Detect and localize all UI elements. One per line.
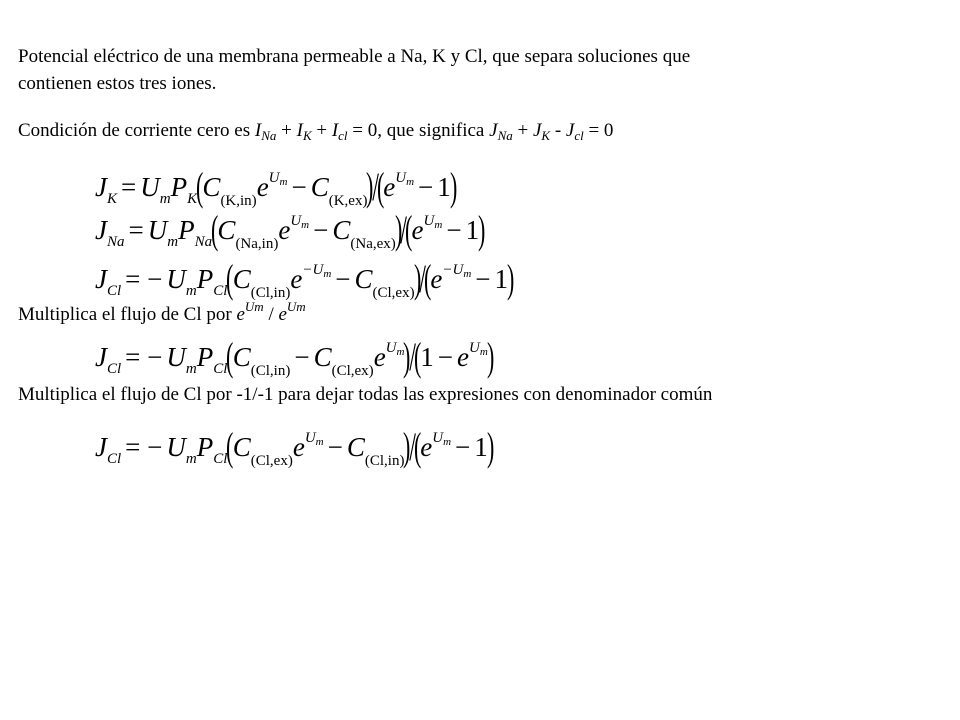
minus-1: -	[550, 120, 566, 141]
eq-sub: Na	[194, 234, 213, 250]
eq-c: C	[202, 172, 221, 202]
eq-c: C	[217, 215, 236, 245]
eq-minus: −	[437, 342, 453, 372]
exp-u: U	[385, 340, 397, 356]
open-paren: (	[226, 424, 234, 469]
eq-sub: Na	[106, 234, 125, 250]
intro-line-2: contienen estos tres iones.	[18, 73, 217, 94]
eq-c: C	[310, 172, 329, 202]
eq-sub-m: m	[167, 234, 179, 250]
equation-flux-cl-multiplied	[95, 328, 495, 379]
eq-sub: Cl	[106, 451, 122, 467]
eq-sub-m: m	[185, 283, 197, 299]
exp-m: m	[479, 346, 488, 358]
eq-one: 1	[494, 264, 509, 294]
eq-exponent	[424, 213, 443, 229]
current-cl-subscript: cl	[338, 128, 348, 143]
eq-p: P	[196, 342, 214, 372]
exp-m: m	[463, 268, 472, 280]
exp-m: m	[406, 176, 415, 188]
eq-u: U	[166, 264, 186, 294]
exp-u: U	[268, 170, 280, 186]
exp-u: U	[395, 170, 407, 186]
condition-end: = 0	[583, 120, 614, 141]
eq-j: J	[95, 264, 107, 294]
current-k-symbol: I	[296, 120, 303, 141]
eq-minus: −	[291, 172, 307, 202]
eq-sub: Cl	[106, 361, 122, 377]
exp-m: m	[279, 176, 288, 188]
eq-sub-ex: (Cl,ex)	[372, 285, 415, 301]
eq-exponent	[302, 262, 331, 278]
eq-u: U	[166, 342, 186, 372]
open-paren: (	[413, 424, 422, 469]
current-na-subscript: Na	[261, 128, 277, 143]
eq-exponent	[469, 340, 488, 356]
division-slash: /	[409, 424, 416, 469]
eq-e: e	[430, 264, 443, 294]
close-paren: )	[449, 164, 458, 209]
eq-sub-in: (K,in)	[220, 193, 257, 209]
step-1-slash: /	[263, 304, 279, 325]
open-paren: (	[405, 207, 413, 252]
eq-p: P	[170, 172, 188, 202]
plus-1: +	[276, 120, 297, 141]
open-paren: (	[424, 256, 432, 301]
exp-m: m	[396, 346, 405, 358]
close-paren: )	[507, 256, 515, 301]
step-2-text: Multiplica el flujo de Cl por -1/-1 para dejar todas las expresiones con denominador común	[18, 384, 713, 405]
close-paren: )	[394, 207, 403, 252]
eq-sub: K	[187, 191, 198, 207]
eq-sub: Cl	[213, 283, 228, 299]
open-paren: (	[413, 334, 422, 379]
eq-equals: =	[121, 172, 137, 202]
eq-j: J	[95, 342, 107, 372]
open-paren: (	[226, 334, 234, 379]
eq-minus: −	[455, 432, 471, 462]
zero-current-condition	[18, 117, 613, 149]
eq-sub-in: (Cl,in)	[250, 363, 291, 379]
eq-exponent	[269, 170, 288, 186]
eq-exponent	[305, 430, 324, 446]
eq-p: P	[196, 264, 214, 294]
step-1-e2: e	[278, 304, 287, 325]
eq-minus: −	[313, 215, 329, 245]
eq-minus: −	[327, 432, 343, 462]
eq-sub-m: m	[159, 191, 171, 207]
condition-mid: = 0, que significa	[347, 120, 490, 141]
eq-e: e	[373, 342, 386, 372]
exp-u: U	[304, 430, 316, 446]
eq-c: C	[313, 342, 332, 372]
eq-e: e	[292, 432, 305, 462]
eq-sub-ex: (Na,ex)	[350, 236, 396, 252]
eq-p: P	[196, 432, 214, 462]
eq-e: e	[420, 432, 433, 462]
step-1-exp2: Um	[286, 299, 306, 314]
close-paren: )	[403, 334, 411, 379]
eq-c: C	[354, 264, 373, 294]
eq-u: U	[147, 215, 168, 245]
equation-flux-cl-common-denominator	[95, 418, 495, 469]
eq-minus: −	[446, 215, 462, 245]
eq-sub-in: (Na,in)	[235, 236, 279, 252]
eq-c: C	[232, 342, 251, 372]
open-paren: (	[196, 164, 204, 209]
eq-u: U	[166, 432, 186, 462]
exp-neg-u: −U	[442, 262, 464, 278]
exp-m: m	[301, 219, 310, 231]
eq-sub: Cl	[213, 361, 228, 377]
eq-equals-neg: = −	[125, 432, 163, 462]
close-paren: )	[486, 334, 495, 379]
eq-exponent	[395, 170, 414, 186]
eq-j: J	[95, 432, 107, 462]
exp-u: U	[432, 430, 444, 446]
open-paren: (	[376, 164, 385, 209]
eq-sub: Cl	[213, 451, 228, 467]
eq-one: 1	[474, 432, 488, 462]
exp-u: U	[468, 340, 480, 356]
plus-3: +	[512, 120, 533, 141]
current-na-symbol: I	[254, 120, 262, 141]
eq-j: J	[95, 172, 107, 202]
flux-na-symbol: J	[489, 120, 498, 141]
current-k-subscript: K	[302, 128, 312, 143]
eq-minus: −	[294, 342, 310, 372]
step-1-e1: e	[236, 304, 245, 325]
close-paren: )	[366, 164, 374, 209]
exp-u: U	[423, 213, 435, 229]
eq-sub: K	[106, 191, 117, 207]
eq-sub-ex: (K,ex)	[328, 193, 368, 209]
eq-e: e	[383, 172, 396, 202]
equation-flux-na	[95, 201, 486, 252]
flux-cl-subscript: cl	[574, 128, 584, 143]
eq-e: e	[256, 172, 269, 202]
exp-m: m	[323, 268, 332, 280]
flux-na-subscript: Na	[497, 128, 513, 143]
intro-line-1: Potencial eléctrico de una membrana permeable a Na, K y Cl, que separa soluciones que	[18, 46, 691, 67]
eq-sub-in: (Cl,in)	[250, 285, 291, 301]
plus-2: +	[311, 120, 332, 141]
equation-flux-cl	[95, 250, 515, 301]
step-1-text	[18, 293, 306, 328]
eq-sub-m: m	[185, 361, 197, 377]
step-1-label: Multiplica el flujo de Cl por	[18, 304, 237, 325]
eq-equals-neg: = −	[125, 342, 163, 372]
eq-e: e	[290, 264, 303, 294]
flux-k-symbol: J	[532, 120, 542, 141]
division-slash: /	[372, 164, 379, 209]
eq-c: C	[232, 432, 251, 462]
condition-prefix: Condición de corriente cero es	[18, 120, 255, 141]
exp-m: m	[434, 219, 443, 231]
exp-u: U	[290, 213, 302, 229]
eq-one: 1	[465, 215, 480, 245]
eq-c: C	[232, 264, 251, 294]
division-slash: /	[400, 207, 407, 252]
step-1-exp1: Um	[244, 299, 264, 314]
exp-m: m	[315, 436, 324, 448]
eq-c: C	[346, 432, 365, 462]
eq-exponent	[386, 340, 405, 356]
flux-k-subscript: K	[541, 128, 551, 143]
eq-e: e	[411, 215, 424, 245]
exp-m: m	[443, 436, 452, 448]
eq-equals-neg: = −	[125, 264, 163, 294]
eq-c: C	[332, 215, 351, 245]
eq-sub-m: m	[185, 451, 197, 467]
eq-sub: Cl	[106, 283, 122, 299]
exp-neg-u: −U	[302, 262, 324, 278]
close-paren: )	[486, 424, 495, 469]
close-paren: )	[478, 207, 486, 252]
eq-one: 1	[437, 172, 451, 202]
close-paren: )	[413, 256, 421, 301]
division-slash: /	[419, 256, 426, 301]
eq-minus: −	[418, 172, 434, 202]
eq-sub-in: (Cl,in)	[364, 453, 405, 469]
eq-e: e	[278, 215, 291, 245]
eq-sub-ex: (Cl,ex)	[331, 363, 374, 379]
eq-p: P	[178, 215, 195, 245]
eq-one: 1	[420, 342, 434, 372]
eq-exponent	[290, 213, 309, 229]
current-cl-symbol: I	[331, 120, 339, 141]
eq-equals: =	[128, 215, 144, 245]
eq-minus: −	[335, 264, 351, 294]
eq-minus: −	[475, 264, 491, 294]
eq-sub-ex: (Cl,ex)	[250, 453, 293, 469]
close-paren: )	[403, 424, 411, 469]
eq-exponent	[442, 262, 471, 278]
eq-exponent	[432, 430, 451, 446]
eq-e: e	[456, 342, 469, 372]
eq-j: J	[95, 215, 107, 245]
flux-cl-symbol: J	[565, 120, 575, 141]
open-paren: (	[211, 207, 219, 252]
equation-flux-k	[95, 158, 458, 209]
open-paren: (	[226, 256, 234, 301]
eq-u: U	[140, 172, 160, 202]
division-slash: /	[409, 334, 416, 379]
